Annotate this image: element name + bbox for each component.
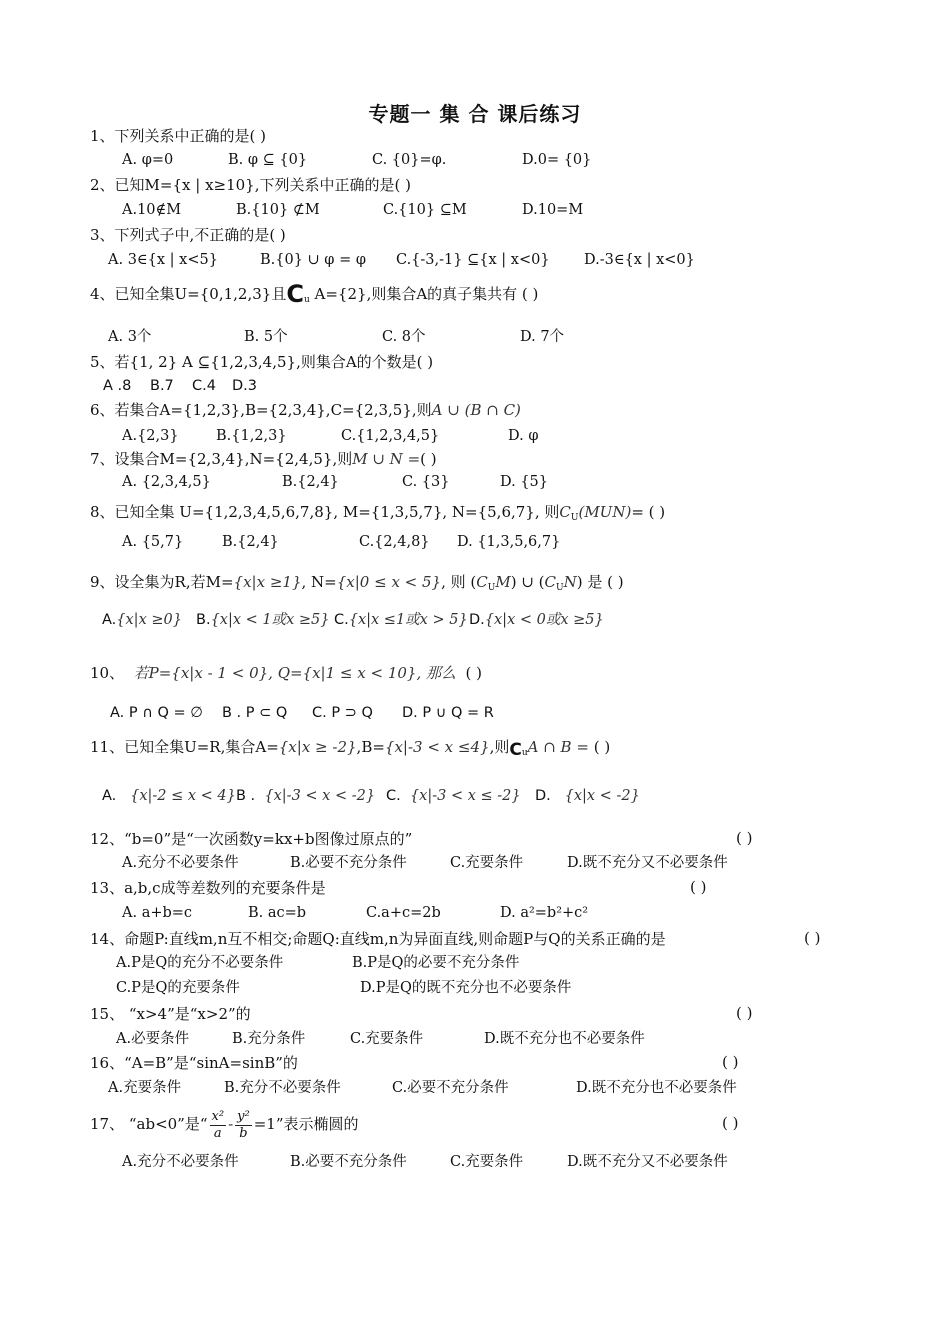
q8-option-d: D. {1,3,5,6,7} [457,534,561,550]
q12-option-a: A.充分不必要条件 [122,855,239,871]
q12-option-b: B.必要不充分条件 [290,855,407,871]
q12-option-d: D.既不充分又不必要条件 [567,855,728,871]
q16-option-d: D.既不充分也不必要条件 [576,1080,737,1096]
fraction-y2-over-b: $\frac{\text{y²}}{b}$ [237,1108,250,1141]
q12-stem: 12、“b=0”是“一次函数y=kx+b图像过原点的” [90,830,413,848]
q10-option-b: B . P ⊂ Q [222,705,288,721]
q17-option-d: D.既不充分又不必要条件 [567,1154,728,1170]
q15-option-a: A.必要条件 [116,1031,190,1047]
q1-option-d: D.0= {0} [522,152,592,168]
q9-option-d: D.{x|x < 0或x ≥5} [469,612,604,628]
q3-option-c: C.{-3,-1} ⊆{x | x<0} [396,252,550,268]
q17-stem: 17、 “ab<0”是“ $\frac{\text{x²}}{a}$ - $\frac{\text{y²}}{b}$ =1”表示椭圆的 [90,1108,359,1141]
q6-stem: 6、若集合A={1,2,3},B={2,3,4},C={2,3,5},则A ∪ (B ∩ C) [90,401,521,419]
q11-stem: 11、已知全集U=R,集合A={x|x ≥ -2},B={x|-3 < x ≤4},则$C_uA$ ∩ B = ( ) [90,738,611,760]
q16-answer-paren: ( ) [722,1053,739,1071]
q12-answer-paren: ( ) [736,829,753,847]
q11-option-c: C. {x|-3 < x ≤ -2} [386,788,521,804]
q9-option-c: C.{x|x ≤1或x > 5} [334,612,468,628]
q4-option-b: B. 5个 [244,329,288,345]
q16-stem: 16、“A=B”是“sinA=sinB”的 [90,1054,298,1072]
q2-option-a: A.10∉M [122,202,182,218]
q2-stem: 2、已知M={x | x≥10},下列关系中正确的是( ) [90,176,411,194]
q14-option-d: D.P是Q的既不充分也不必要条件 [360,980,572,996]
q13-option-b: B. ac=b [248,905,307,921]
q3-option-d: D.-3∈{x | x<0} [584,252,695,268]
q2-option-c: C.{10} ⊆M [383,202,467,218]
q5-option-a: A .8 [103,378,132,394]
complement-symbol: C [286,280,304,308]
q3-stem: 3、下列式子中,不正确的是( ) [90,226,286,244]
q7-option-b: B.{2,4} [282,474,339,490]
q4-option-c: C. 8个 [382,329,426,345]
q14-answer-paren: ( ) [804,929,821,947]
q15-option-b: B.充分条件 [232,1031,306,1047]
q3-option-a: A. 3∈{x | x<5} [108,252,218,268]
q9-option-b: B.{x|x < 1或x ≥5} [196,612,330,628]
q7-option-d: D. {5} [500,474,549,490]
q17-option-c: C.充要条件 [450,1154,524,1170]
page-title: 专题一 集 合 课后练习 [368,102,582,126]
q11-option-b: B . {x|-3 < x < -2} [236,788,376,804]
q10-stem: 10、 若P={x|x - 1 < 0}, Q={x|1 ≤ x < 10}, 那么 ( ) [90,664,483,682]
q14-stem: 14、命题P:直线m,n互不相交;命题Q:直线m,n为异面直线,则命题P与Q的关系正确的是 [90,930,666,948]
q11-option-a: A. {x|-2 ≤ x < 4} [102,788,236,804]
q13-answer-paren: ( ) [690,878,707,896]
q5-option-c: C.4 [192,378,216,394]
q2-option-d: D.10=M [522,202,584,218]
q5-stem: 5、若{1, 2} A ⊆{1,2,3,4,5},则集合A的个数是( ) [90,353,434,371]
q4-option-a: A. 3个 [108,329,152,345]
q13-option-c: C.a+c=2b [366,905,441,921]
q9-option-a: A.{x|x ≥0} [102,612,182,628]
fraction-x2-over-a: $\frac{\text{x²}}{a}$ [211,1108,225,1141]
q13-option-d: D. a²=b²+c² [500,905,589,921]
q1-option-c: C. {0}=φ. [372,152,447,168]
q17-option-a: A.充分不必要条件 [122,1154,239,1170]
q4-stem: 4、已知全集U={0,1,2,3}且$C_u$ A={2},则集合A的真子集共有 ( ) [90,280,539,308]
q12-option-c: C.充要条件 [450,855,524,871]
q14-option-a: A.P是Q的充分不必要条件 [116,955,284,971]
q1-stem: 1、下列关系中正确的是( ) [90,127,267,145]
q4-option-d: D. 7个 [520,329,565,345]
complement-symbol: C [509,740,522,760]
q8-option-a: A. {5,7} [122,534,184,550]
q10-option-d: D. P ∪ Q = R [402,705,494,721]
q11-option-d: D. {x|x < -2} [535,788,640,804]
q7-option-a: A. {2,3,4,5} [122,474,211,490]
q16-option-a: A.充要条件 [108,1080,182,1096]
q16-option-b: B.充分不必要条件 [224,1080,341,1096]
q15-answer-paren: ( ) [736,1004,753,1022]
q10-option-a: A. P ∩ Q = ∅ [110,705,203,721]
q15-stem: 15、 “x>4”是“x>2”的 [90,1005,251,1023]
q5-option-d: D.3 [232,378,257,394]
q13-stem: 13、a,b,c成等差数列的充要条件是 [90,879,326,897]
q15-option-c: C.充要条件 [350,1031,424,1047]
q9-stem: 9、设全集为R,若M={x|x ≥1}, N={x|0 ≤ x < 5}, 则 $(C_UM)$ ∪ $(C_UN)$ 是 ( ) [90,573,624,593]
q10-option-c: C. P ⊃ Q [312,705,373,721]
q6-option-c: C.{1,2,3,4,5} [341,428,440,444]
q8-stem: 8、已知全集 U={1,2,3,4,5,6,7,8}, M={1,3,5,7}, N={5,6,7}, 则$C_U(MUN)=$ ( ) [90,503,666,523]
q8-option-c: C.{2,4,8} [359,534,430,550]
q13-option-a: A. a+b=c [122,905,193,921]
q15-option-d: D.既不充分也不必要条件 [484,1031,645,1047]
q17-option-b: B.必要不充分条件 [290,1154,407,1170]
q3-option-b: B.{0} ∪ φ = φ [260,252,366,268]
q2-option-b: B.{10} ⊄M [236,202,320,218]
q14-option-c: C.P是Q的充要条件 [116,980,240,996]
q5-option-b: B.7 [150,378,174,394]
q8-option-b: B.{2,4} [222,534,279,550]
q17-answer-paren: ( ) [722,1114,739,1132]
q6-option-b: B.{1,2,3} [216,428,287,444]
q16-option-c: C.必要不充分条件 [392,1080,509,1096]
q1-option-b: B. φ ⊆ {0} [228,152,308,168]
q1-option-a: A. φ=0 [122,152,174,168]
q14-option-b: B.P是Q的必要不充分条件 [352,955,520,971]
q6-option-a: A.{2,3} [122,428,179,444]
q7-stem: 7、设集合M={2,3,4},N={2,4,5},则M ∪ N =( ) [90,450,437,468]
q7-option-c: C. {3} [402,474,450,490]
q6-option-d: D. φ [508,428,539,444]
